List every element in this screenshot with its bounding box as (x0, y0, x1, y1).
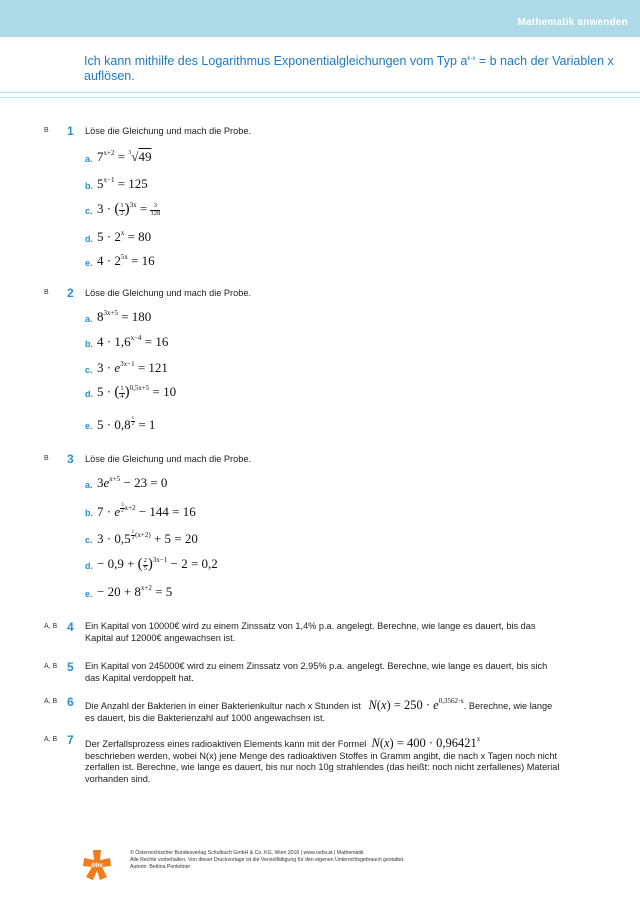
divider (0, 92, 640, 93)
header-bar (0, 0, 640, 37)
equation: $7^{x+2} = ^3√49$ (97, 149, 152, 164)
equation: − $20 + 8^{x+2} = 5$ (97, 584, 173, 599)
logo-text: öbv (91, 862, 103, 869)
section-tag: Mathematik anwenden (517, 17, 628, 28)
rights-note: Alle Rechte vorbehalten. Von dieser Druckvorlage ist die Vervielfältigung für den eigenen Unterrichtsgebrauch gestattet. (130, 857, 405, 863)
oebv-logo-icon (82, 848, 112, 882)
equation: $3e^{x+5} - 23 = 0$ (97, 475, 168, 490)
copyright: © Österreichischer Bundesverlag Schulbuch GmbH & Co. KG, Wien 2016 | www.oebv.at | Mathematik (130, 850, 364, 856)
task-text: Löse die Gleichung und mach die Probe. (85, 288, 251, 298)
task-number: 7 (67, 733, 74, 747)
equation: $N(x) = 250 \cdot e^{0,3562\cdot x}$ (368, 697, 464, 712)
task-text: Ein Kapital von 245000€ wird zu einem Zinssatz von 2,95% p.a. angelegt. Berechne, wie lange es dauert, bis sich das Kapital verdoppelt hat. (85, 661, 548, 683)
task-text: Ein Kapital von 10000€ wird zu einem Zinssatz von 1,4% p.a. angelegt. Berechne, wie lange es dauert, bis das Kapital auf 12000€ angewachsen ist. (85, 621, 536, 643)
author: Autorin: Bettina Ponleitner (130, 864, 191, 870)
task-level: B (44, 127, 49, 134)
task-text: Der Zerfallsprozess eines radioaktiven Elements kann mit der Formel $N(x) = 400 \cdot 0,96421^x$ beschrieben werden, wobei N(x) jene Menge des radioaktiven Stoffes in Gramm angibt, die nach x Tagen noch nicht zerfallen ist. Berechne, wie lange es dauert, bis nur noch 10g strahlendes (das heißt: noch nicht zerfallenes) Material vorhanden sind. (85, 735, 560, 784)
task-number: 5 (67, 660, 74, 674)
task-number: 6 (67, 695, 74, 709)
equation: $N(x) = 400 \cdot 0,96421^x$ (371, 735, 481, 750)
footer (130, 850, 405, 871)
task-level: B (44, 455, 49, 462)
task-level: A, B (44, 698, 58, 705)
equation: $8^{3x+5} = 180$ (97, 309, 152, 324)
task-level: A, B (44, 623, 58, 630)
task-level: A, B (44, 736, 58, 743)
task-text: Löse die Gleichung und mach die Probe. (85, 454, 251, 464)
learning-objective: Ich kann mithilfe des Logarithmus Exponentialgleichungen vom Typ $a^{k\cdot x} = b$ nach der Variablen x auflösen. (84, 54, 614, 83)
equation: 7 · e $^{\frac{3}{2} x+2}$ − 144 = 16 (97, 503, 196, 520)
equation: 3 · 0,5 $^{\frac{1}{3} (x+2)}$ + 5 = 20 (97, 530, 198, 547)
task-text: Die Anzahl der Bakterien in einer Bakterienkultur nach x Stunden ist $N(x) = 250 \cdot e^{0,3562\cdot x}$. Berechne, wie lange es dauert, bis die Bakterienzahl auf 1000 angewachsen ist. (85, 697, 553, 723)
task-text: Löse die Gleichung und mach die Probe. (85, 126, 251, 136)
equation: $5 \cdot 2^x = 80$ (97, 229, 152, 244)
task-number: 1 (67, 124, 74, 138)
equation: $4 \cdot 2^{5x} = 16$ (97, 253, 155, 268)
divider (0, 97, 640, 98)
equation: 3 · ( $\frac{1}{2}$ )$^{3x}$ = $\frac{3}{128}$ (97, 201, 161, 217)
equation: $5^{x-1} = 125$ (97, 176, 148, 191)
equation: − 0,9 + ( $\frac{2}{5}$ )$^{3x-1}$ − 2 = 0,2 (97, 556, 218, 572)
equation: $3 \cdot e^{3x-1} = 121$ (97, 360, 168, 375)
equation: 5 · ( $\frac{1}{4}$ )$^{0,5x+5}$ = 10 (97, 384, 177, 400)
task-level: B (44, 289, 49, 296)
task-number: 3 (67, 452, 74, 466)
equation: 5 · 0,8 $^{\frac{x}{2}}$ = 1 (97, 416, 156, 433)
task-number: 4 (67, 620, 74, 634)
task-level: A, B (44, 663, 58, 670)
equation: $4 \cdot 1,6^{x-4} = 16$ (97, 334, 169, 349)
task-number: 2 (67, 286, 74, 300)
